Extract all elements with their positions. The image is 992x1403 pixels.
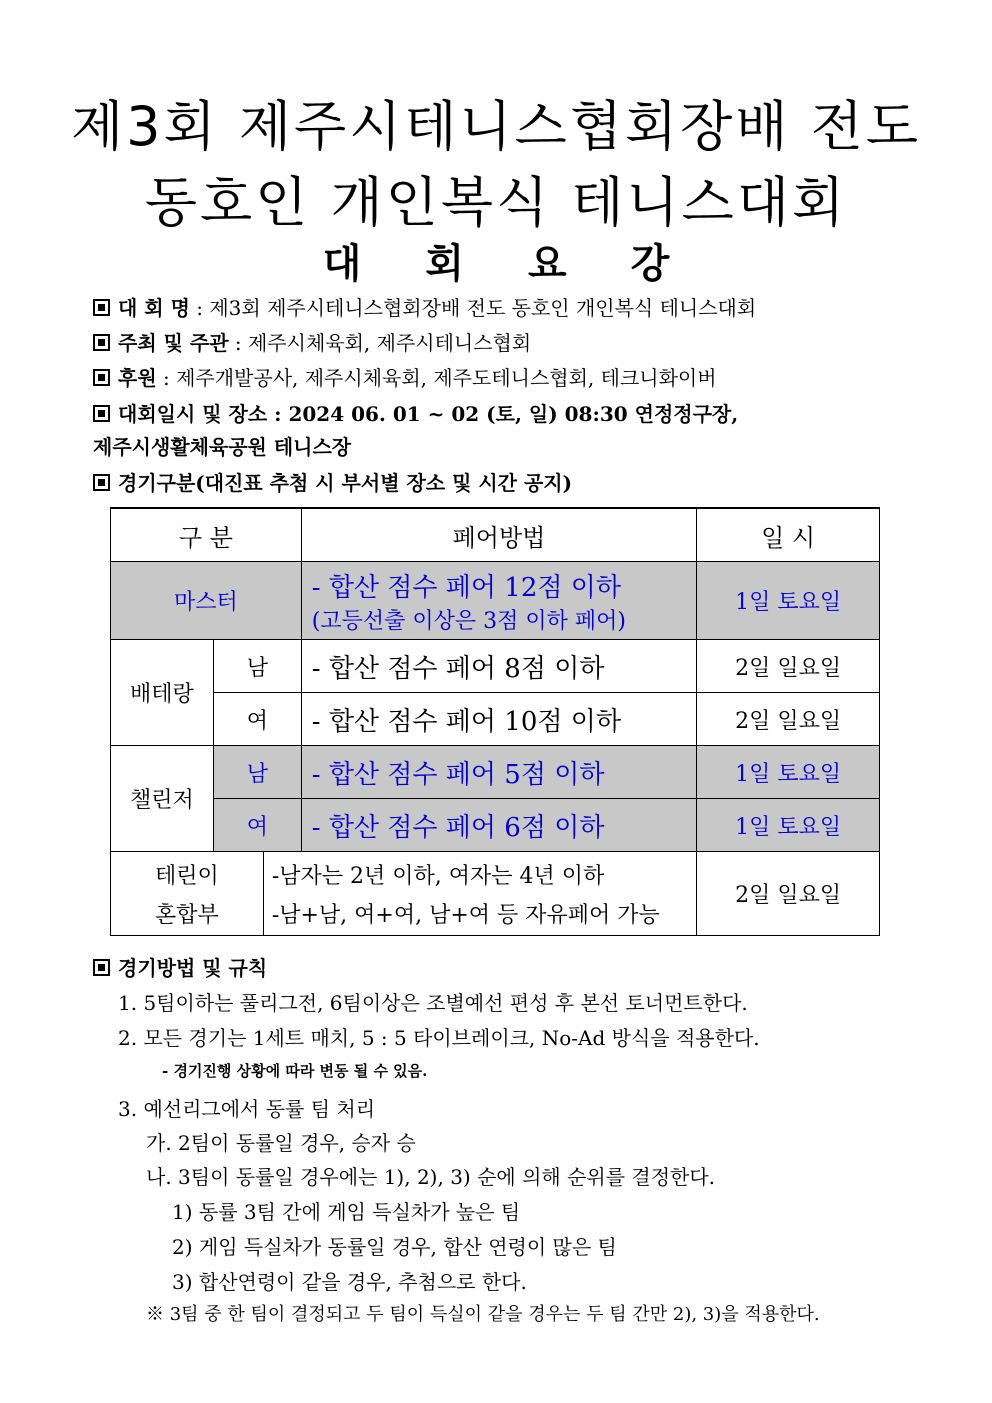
- info-host: 주최 및 주관 : 제주시체육회, 제주시테니스협회: [93, 327, 531, 356]
- header-division: 구 분: [111, 508, 302, 562]
- rule-item-3b-3: 3) 합산연령이 같을 경우, 추첨으로 한다.: [172, 1270, 527, 1294]
- challenger-name: 챌린저: [111, 746, 214, 852]
- table-row: [111, 640, 880, 693]
- rookie-name: 테린이 혼합부: [111, 852, 264, 936]
- veteran-method-female: - 합산 점수 페어 10점 이하: [301, 693, 696, 746]
- master-method: - 합산 점수 페어 12점 이하 (고등선출 이상은 3점 이하 페어): [301, 562, 696, 640]
- title-line-2: 동호인 개인복식 테니스대회: [144, 171, 848, 234]
- square-bullet-icon: [93, 474, 110, 491]
- challenger-day-female: 1일 토요일: [697, 799, 880, 852]
- header-date: 일 시: [697, 508, 880, 562]
- title-line-1: 제3회 제주시테니스협회장배 전도: [71, 95, 921, 158]
- square-bullet-icon: [93, 959, 110, 976]
- rule-item-2: 2. 모든 경기는 1세트 매치, 5 : 5 타이브레이크, No-Ad 방식을 적용한다.: [118, 1026, 760, 1050]
- table-row-rookie: [111, 852, 880, 936]
- rule-item-3b-2: 2) 게임 득실차가 동률일 경우, 합산 연령이 많은 팀: [172, 1235, 617, 1259]
- info-date-venue: 대회일시 및 장소 : 2024 06. 01 ~ 02 (토, 일) 08:30 연정정구장,: [93, 398, 738, 427]
- rules-heading: 경기방법 및 규칙: [93, 952, 267, 981]
- table-row: [111, 746, 880, 799]
- challenger-method-male: - 합산 점수 페어 5점 이하: [301, 746, 696, 799]
- veteran-method-male: - 합산 점수 페어 8점 이하: [301, 640, 696, 693]
- veteran-gender-female: 여: [213, 693, 301, 746]
- square-bullet-icon: [93, 299, 110, 316]
- rule-item-1: 1. 5팀이하는 풀리그전, 6팀이상은 조별예선 편성 후 본선 토너먼트한다.: [118, 991, 748, 1015]
- veteran-name: 배테랑: [111, 640, 214, 746]
- rule-item-3: 3. 예선리그에서 동률 팀 처리: [118, 1097, 376, 1121]
- rule-item-3b: 나. 3팀이 동률일 경우에는 1), 2), 3) 순에 의해 순위를 결정한다.: [146, 1165, 716, 1189]
- challenger-method-female: - 합산 점수 페어 6점 이하: [301, 799, 696, 852]
- rule-item-3b-1: 1) 동률 3팀 간에 게임 득실차가 높은 팀: [172, 1200, 521, 1224]
- rule-note: - 경기진행 상황에 따라 변동 될 수 있음.: [162, 1062, 428, 1080]
- table-header-row: [111, 508, 880, 562]
- info-sponsor: 후원 : 제주개발공사, 제주시체육회, 제주도테니스협회, 테크니화이버: [93, 362, 717, 391]
- master-name: 마스터: [111, 562, 302, 640]
- table-row: [111, 693, 880, 746]
- table-row: [111, 799, 880, 852]
- square-bullet-icon: [93, 334, 110, 351]
- subtitle: 대회요강: [322, 241, 734, 287]
- veteran-gender-male: 남: [213, 640, 301, 693]
- challenger-gender-male: 남: [213, 746, 301, 799]
- division-table: [110, 507, 880, 936]
- square-bullet-icon: [93, 405, 110, 422]
- rookie-day: 2일 일요일: [697, 852, 880, 936]
- info-division: 경기구분(대진표 추첨 시 부서별 장소 및 시간 공지): [93, 467, 572, 496]
- veteran-day-male: 2일 일요일: [697, 640, 880, 693]
- info-event-name: 대 회 명 : 제3회 제주시테니스협회장배 전도 동호인 개인복식 테니스대회: [93, 292, 756, 321]
- veteran-day-female: 2일 일요일: [697, 693, 880, 746]
- header-method: 페어방법: [301, 508, 696, 562]
- rookie-method: -남자는 2년 이하, 여자는 4년 이하 -남+남, 여+여, 남+여 등 자유페어 가능: [263, 852, 696, 936]
- rule-item-3a: 가. 2팀이 동률일 경우, 승자 승: [146, 1131, 416, 1155]
- rule-footnote: ※ 3팀 중 한 팀이 결정되고 두 팀이 득실이 같을 경우는 두 팀 간만 2), 3)을 적용한다.: [146, 1304, 820, 1325]
- challenger-day-male: 1일 토요일: [697, 746, 880, 799]
- master-day: 1일 토요일: [697, 562, 880, 640]
- square-bullet-icon: [93, 369, 110, 386]
- table-row-master: [111, 562, 880, 640]
- info-venue-cont: 제주시생활체육공원 테니스장: [93, 435, 352, 459]
- challenger-gender-female: 여: [213, 799, 301, 852]
